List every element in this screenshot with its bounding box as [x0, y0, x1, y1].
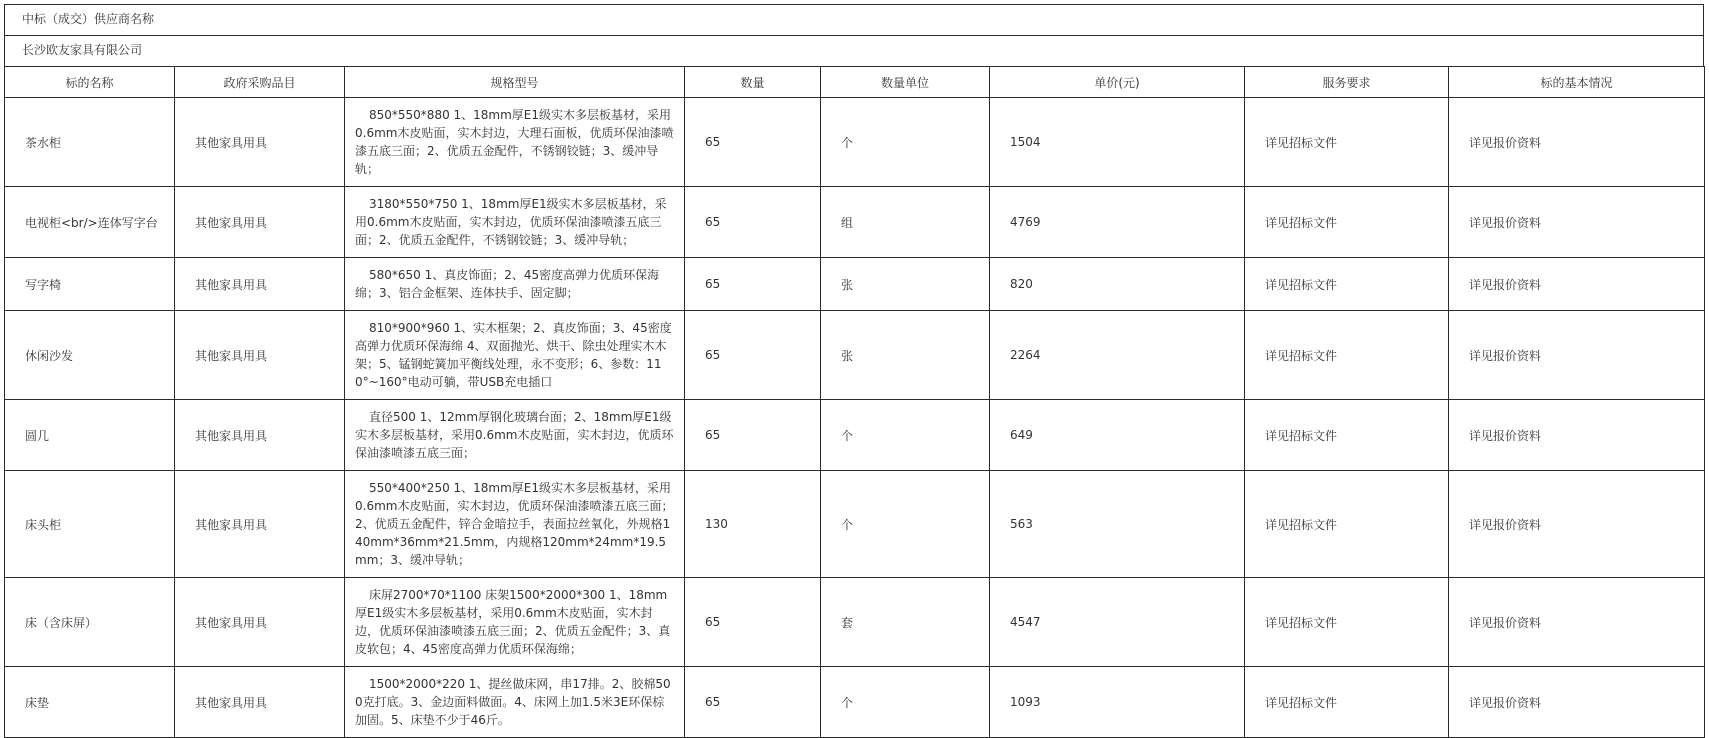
item-price: 820	[990, 258, 1245, 311]
item-category: 其他家具用具	[175, 471, 345, 578]
item-unit: 张	[821, 311, 990, 400]
item-price: 1093	[990, 667, 1245, 738]
item-spec: 810*900*960 1、实木框架；2、真皮饰面；3、45密度高弹力优质环保海绵 4、双面抛光、烘干、除虫处理实木木架；5、锰钢蛇簧加平衡线处理，永不变形；6、参数：110°~160°电动可躺，带USB充电插口	[345, 311, 685, 400]
item-service: 详见招标文件	[1245, 667, 1449, 738]
item-basic: 详见报价资料	[1449, 400, 1705, 471]
item-basic: 详见报价资料	[1449, 667, 1705, 738]
item-spec: 直径500 1、12mm厚钢化玻璃台面；2、18mm厚E1级实木多层板基材，采用0.6mm木皮贴面，实木封边，优质环保油漆喷漆五底三面；	[345, 400, 685, 471]
item-unit: 个	[821, 667, 990, 738]
item-name: 电视柜<br/>连体写字台	[5, 187, 175, 258]
supplier-name-row	[4, 35, 1704, 66]
item-qty: 65	[685, 311, 821, 400]
item-unit: 个	[821, 98, 990, 187]
item-qty: 130	[685, 471, 821, 578]
col-header-service: 服务要求	[1245, 67, 1449, 98]
item-qty: 65	[685, 187, 821, 258]
table-row	[5, 578, 1705, 667]
item-category: 其他家具用具	[175, 667, 345, 738]
item-qty: 65	[685, 578, 821, 667]
col-header-spec: 规格型号	[345, 67, 685, 98]
item-spec: 3180*550*750 1、18mm厚E1级实木多层板基材，采用0.6mm木皮贴面，实木封边，优质环保油漆喷漆五底三面；2、优质五金配件，不锈钢铰链；3、缓冲导轨；	[345, 187, 685, 258]
item-basic: 详见报价资料	[1449, 258, 1705, 311]
item-service: 详见招标文件	[1245, 578, 1449, 667]
item-name: 茶水柜	[5, 98, 175, 187]
col-header-unit: 数量单位	[821, 67, 990, 98]
col-header-qty: 数量	[685, 67, 821, 98]
item-qty: 65	[685, 258, 821, 311]
item-unit: 个	[821, 400, 990, 471]
table-row	[5, 471, 1705, 578]
table-row	[5, 400, 1705, 471]
item-basic: 详见报价资料	[1449, 471, 1705, 578]
item-unit: 个	[821, 471, 990, 578]
procurement-result-table	[4, 4, 1704, 738]
items-table	[4, 66, 1705, 738]
item-category: 其他家具用具	[175, 400, 345, 471]
col-header-price: 单价(元)	[990, 67, 1245, 98]
col-header-name: 标的名称	[5, 67, 175, 98]
item-spec: 床屏2700*70*1100 床架1500*2000*300 1、18mm厚E1级实木多层板基材，采用0.6mm木皮贴面，实木封边，优质环保油漆喷漆五底三面；2、优质五金配件；3、真皮软包；4、45密度高弹力优质环保海绵；	[345, 578, 685, 667]
item-price: 649	[990, 400, 1245, 471]
item-category: 其他家具用具	[175, 98, 345, 187]
item-basic: 详见报价资料	[1449, 311, 1705, 400]
item-basic: 详见报价资料	[1449, 187, 1705, 258]
item-spec: 1500*2000*220 1、提丝做床网，串17排。2、胶棉500克打底。3、金边面料做面。4、床网上加1.5米3E环保棕加固。5、床垫不少于46斤。	[345, 667, 685, 738]
col-header-category: 政府采购品目	[175, 67, 345, 98]
item-unit: 组	[821, 187, 990, 258]
item-service: 详见招标文件	[1245, 400, 1449, 471]
table-row	[5, 98, 1705, 187]
item-basic: 详见报价资料	[1449, 578, 1705, 667]
item-unit: 张	[821, 258, 990, 311]
item-spec: 580*650 1、真皮饰面；2、45密度高弹力优质环保海绵；3、铝合金框架、连体扶手、固定脚；	[345, 258, 685, 311]
supplier-label-row	[4, 4, 1704, 35]
item-category: 其他家具用具	[175, 578, 345, 667]
item-service: 详见招标文件	[1245, 258, 1449, 311]
item-category: 其他家具用具	[175, 187, 345, 258]
item-basic: 详见报价资料	[1449, 98, 1705, 187]
item-name: 圆几	[5, 400, 175, 471]
item-price: 4547	[990, 578, 1245, 667]
item-price: 4769	[990, 187, 1245, 258]
item-price: 563	[990, 471, 1245, 578]
item-unit: 套	[821, 578, 990, 667]
table-header-row	[5, 67, 1705, 98]
item-category: 其他家具用具	[175, 311, 345, 400]
item-name: 床头柜	[5, 471, 175, 578]
item-service: 详见招标文件	[1245, 98, 1449, 187]
item-price: 1504	[990, 98, 1245, 187]
item-qty: 65	[685, 400, 821, 471]
item-service: 详见招标文件	[1245, 471, 1449, 578]
item-name: 床垫	[5, 667, 175, 738]
item-service: 详见招标文件	[1245, 187, 1449, 258]
item-spec: 850*550*880 1、18mm厚E1级实木多层板基材，采用0.6mm木皮贴面，实木封边，大理石面板，优质环保油漆喷漆五底三面；2、优质五金配件，不锈钢铰链；3、缓冲导轨；	[345, 98, 685, 187]
item-spec: 550*400*250 1、18mm厚E1级实木多层板基材，采用0.6mm木皮贴面，实木封边，优质环保油漆喷漆五底三面；2、优质五金配件，锌合金暗拉手，表面拉丝氧化，外规格140mm*36mm*21.5mm，内规格120mm*24mm*19.5mm；3、缓冲导轨；	[345, 471, 685, 578]
item-name: 休闲沙发	[5, 311, 175, 400]
item-price: 2264	[990, 311, 1245, 400]
supplier-name: 长沙欧友家具有限公司	[22, 43, 143, 57]
supplier-label: 中标（成交）供应商名称	[22, 12, 155, 26]
table-row	[5, 311, 1705, 400]
item-qty: 65	[685, 98, 821, 187]
table-row	[5, 187, 1705, 258]
item-service: 详见招标文件	[1245, 311, 1449, 400]
item-name: 床（含床屏）	[5, 578, 175, 667]
item-qty: 65	[685, 667, 821, 738]
table-row	[5, 667, 1705, 738]
item-name: 写字椅	[5, 258, 175, 311]
col-header-basic: 标的基本情况	[1449, 67, 1705, 98]
item-category: 其他家具用具	[175, 258, 345, 311]
table-row	[5, 258, 1705, 311]
